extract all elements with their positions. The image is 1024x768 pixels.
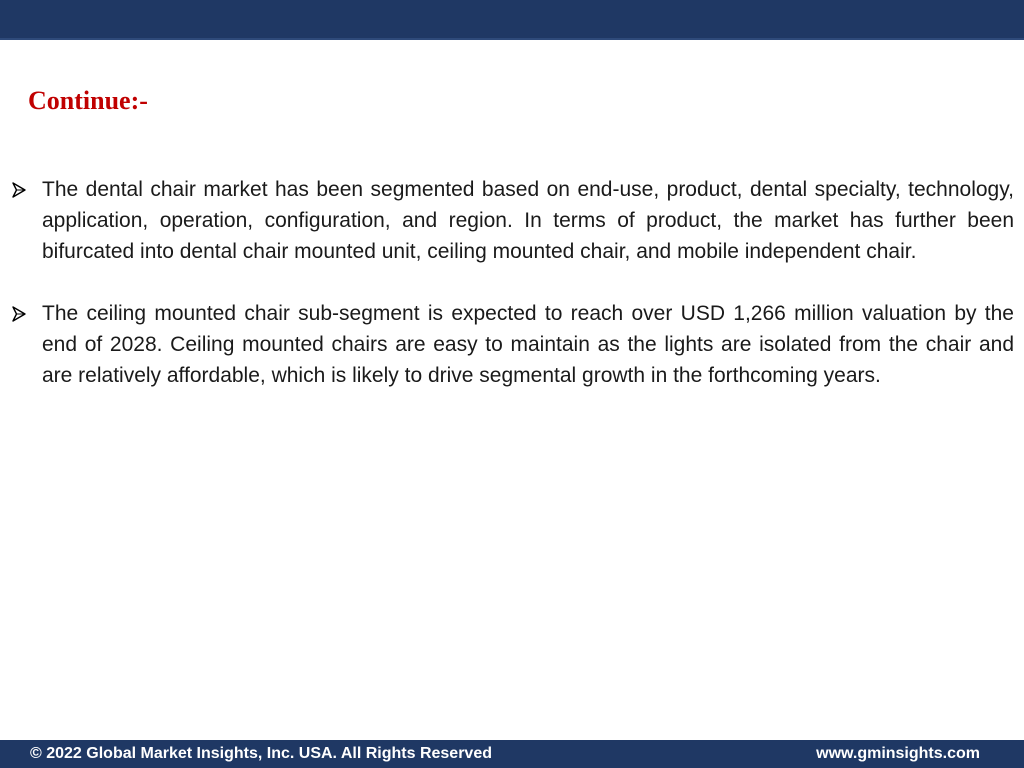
slide-heading: Continue:- bbox=[28, 86, 148, 115]
bullet-item bbox=[12, 298, 1014, 391]
bullet-item bbox=[12, 174, 1014, 267]
website-link[interactable]: www.gminsights.com bbox=[816, 745, 980, 762]
bullet-text: The ceiling mounted chair sub-segment is expected to reach over USD 1,266 million valuation by the end of 2028. Ceiling mounted chairs are easy to maintain as the lights are isolated from the chair and are relatively affordable, which is likely to drive segmental growth in the forthcoming years. bbox=[42, 302, 1014, 387]
arrowhead-bullet-icon bbox=[12, 298, 28, 329]
footer-bar bbox=[0, 740, 1024, 768]
arrowhead-bullet-icon bbox=[12, 174, 28, 205]
copyright-text: © 2022 Global Market Insights, Inc. USA. All Rights Reserved bbox=[30, 745, 492, 762]
bullet-text: The dental chair market has been segmented based on end-use, product, dental specialty, technology, application, operation, configuration, and region. In terms of product, the market has further been bifurcated into dental chair mounted unit, ceiling mounted chair, and mobile independent chair. bbox=[42, 178, 1014, 263]
bullet-list bbox=[12, 174, 1014, 422]
header-bar bbox=[0, 0, 1024, 40]
